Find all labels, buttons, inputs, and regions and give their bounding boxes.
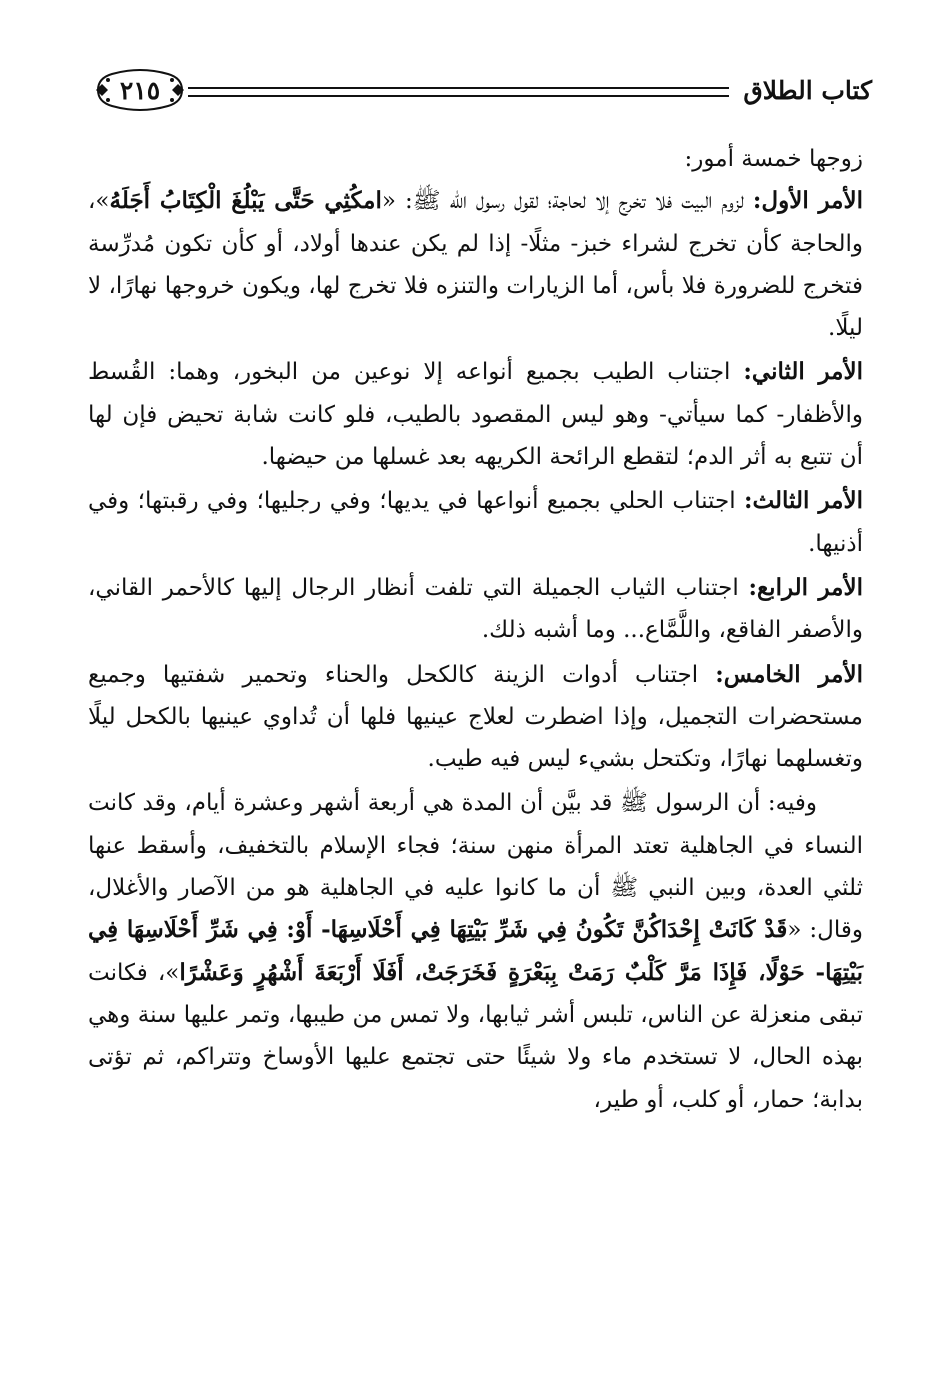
paragraph-text-after: »، والحاجة كأن تخرج لشراء خبز- مثلًا- إذا لم يكن عندها أولاد، أو كأن تكون مُدرِّسة فتخرج للضرورة فلا بأس، أما الزيارات والتنزه فلا تخرج لها، ويكون خروجها نهارًا، لا ليلًا. <box>88 188 863 342</box>
paragraph-term: الأمر الخامس: <box>715 660 863 688</box>
paragraph-text: اجتناب أدوات الزينة كالكحل والحناء وتحمير شفتيها وجميع مستحضرات التجميل، وإذا اضطرت لعلاج عينيها فلها أن تُداوي عينيها بالكحل ليلًا وتغسلهما نهارًا، وتكتحل بشيء ليس فيه طيب. <box>88 661 863 773</box>
paragraph <box>88 180 863 349</box>
paragraph-text: لزوم البيت فلا تخرج إلا لحاجة؛ لقول رسول الله ﷺ: « <box>381 188 753 215</box>
paragraph-text: اجتناب الثياب الجميلة التي تلفت أنظار الرجال إليها كالأحمر القاني، والأصفر الفاقع، واللَّمَّاع... وما أشبه ذلك. <box>88 574 863 644</box>
page-number: ٢١٥ <box>119 75 161 105</box>
paragraph-term: الأمر الثالث: <box>743 487 863 515</box>
paragraph <box>88 782 863 1120</box>
header-rule <box>188 87 729 97</box>
paragraph-text: زوجها خمسة أمور: <box>684 146 863 172</box>
paragraph-text-after: »، فكانت تبقى منعزلة عن الناس، تلبس أشر ثيابها، ولا تمس من طيبها، وتمر عليها سنة وهي بهذه الحال، لا تستخدم ماء ولا شيئًا حتى تجتمع عليها الأوساخ وتتراكم، ثم تؤتى بدابة؛ حمار، أو كلب، أو طير، <box>88 959 863 1113</box>
hadith-quote: امكُثِي حَتَّى يَبْلُغَ الْكِتَابُ أَجَلَهُ <box>109 187 382 215</box>
paragraph-text: وفيه: أن الرسول ﷺ قد بيَّن أن المدة هي أربعة أشهر وعشرة أيام، وقد كانت النساء في الجاهلية تعتد المرأة منهن سنة؛ فجاء الإسلام بالتخفيف، وأسقط عنها ثلثي العدة، وبين النبي ﷺ أن ما كانوا عليه في الجاهلية هو من الآصار والأغلال، وقال: « <box>88 790 864 944</box>
page-number-frame <box>92 68 188 112</box>
page-header <box>92 62 872 118</box>
paragraph-term: الأمر الأول: <box>752 187 864 215</box>
paragraph <box>88 480 863 565</box>
hadith-quote: قَدْ كَانَتْ إِحْدَاكُنَّ تَكُونُ فِي شَرِّ بَيْتِهَا فِي أَحْلَاسِهَا- أَوْ: فِي شَرِّ أَحْلَاسِهَا فِي بَيْتِهَا- حَوْلًا، فَإِذَا مَرَّ كَلْبٌ رَمَتْ بِبَعْرَةٍ فَخَرَجَتْ، أَفَلَا أَرْبَعَةَ أَشْهُرٍ وَعَشْرًا <box>88 916 863 986</box>
paragraph <box>88 351 863 478</box>
paragraph <box>88 654 863 781</box>
paragraph-term: الأمر الثاني: <box>743 358 863 386</box>
book-title: كتاب الطلاق <box>743 75 872 105</box>
body-text <box>88 138 863 1123</box>
paragraph-text: اجتناب الطيب بجميع أنواعه إلا نوعين من البخور، وهما: القُسط والأظفار- كما سيأتي- وهو ليس المقصود بالطيب، فلو كانت شابة تحيض فإن لها أن تتبع به أثر الدم؛ لتقطع الرائحة الكريهه بعد غسلها من حيضها. <box>88 359 863 471</box>
paragraph <box>88 138 863 180</box>
paragraph <box>88 567 863 652</box>
paragraph-term: الأمر الرابع: <box>748 573 863 601</box>
paragraph-text: اجتناب الحلي بجميع أنواعها في يديها؛ وفي رجليها؛ وفي رقبتها؛ وفي أذنيها. <box>88 488 863 557</box>
